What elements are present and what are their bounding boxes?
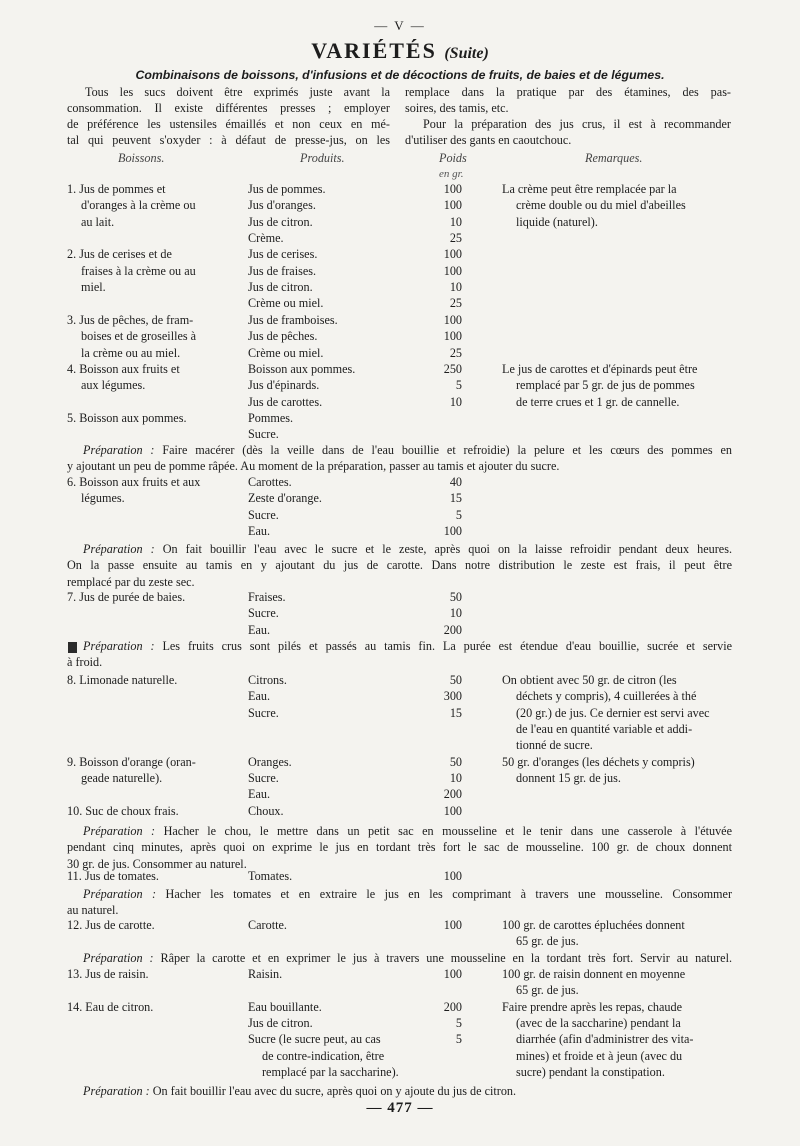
remarque-cell: La crème peut être remplacée par la	[502, 182, 677, 196]
intro-line: tal qui peuvent s'oxyder : à défaut de presse-jus, on les	[67, 133, 390, 147]
column-header-remarques: Remarques.	[585, 151, 643, 165]
poids-cell: 100	[443, 329, 462, 343]
remarque-cell: (avec de la saccharine) pendant la	[516, 1016, 681, 1030]
remarque-cell: tionné de sucre.	[516, 738, 593, 752]
produit-cell: Oranges.	[248, 755, 292, 769]
boisson-cell: 13. Jus de raisin.	[67, 967, 149, 981]
poids-cell: 200	[443, 1000, 462, 1014]
boisson-cell: boises et de groseilles à	[81, 329, 197, 343]
title-suffix: (Suite)	[444, 45, 489, 62]
produit-cell: Jus de citron.	[248, 1016, 313, 1030]
boisson-cell: geade naturelle).	[81, 771, 163, 785]
produit-cell: Crème ou miel.	[248, 346, 324, 360]
column-header-boissons: Boissons.	[118, 151, 165, 165]
preparation-text: à froid.	[67, 655, 103, 670]
title-text: VARIÉTÉS	[311, 38, 437, 63]
preparation-text: pendant cinq minutes, après quoi on exprime le jus en tordant très fort le sac de mousseline. 100 gr. de choux donnent	[67, 840, 732, 855]
preparation-text: Râper la carotte et en exprimer le jus à travers une mousseline en la tordant très fort. Servir au naturel.	[160, 951, 733, 965]
produit-cell: Jus de citron.	[248, 280, 313, 294]
produit-cell: Jus de carottes.	[248, 395, 323, 409]
poids-cell: 50	[449, 755, 462, 769]
poids-cell: 100	[443, 804, 462, 818]
poids-cell: 5	[455, 378, 462, 392]
page-number: — 477 —	[366, 1100, 434, 1116]
preparation-text: y ajoutant un peu de pomme râpée. Au moment de la préparation, passer au tamis et ajouter du sucre.	[67, 459, 560, 474]
poids-cell: 15	[449, 706, 462, 720]
preparation-text: 30 gr. de jus. Consommer au naturel.	[67, 856, 247, 871]
preparation-label: Préparation :	[83, 639, 155, 653]
boisson-cell: aux légumes.	[81, 378, 146, 392]
preparation-text: Faire macérer (dès la veille dans de l'eau bouillie et refroidie) la pelure et les cœurs des pommes en	[162, 443, 733, 457]
remarque-cell: On obtient avec 50 gr. de citron (les	[502, 673, 677, 687]
produit-cell: remplacé par la saccharine).	[262, 1065, 399, 1079]
produit-cell: Jus de citron.	[248, 215, 313, 229]
poids-cell: 25	[449, 296, 462, 310]
remarque-cell: 65 gr. de jus.	[516, 983, 579, 997]
poids-cell: 10	[449, 215, 462, 229]
produit-cell: Eau.	[248, 524, 270, 538]
remarque-cell: Faire prendre après les repas, chaude	[502, 1000, 683, 1014]
remarque-cell: crème double ou du miel d'abeilles	[516, 198, 686, 212]
poids-cell: 15	[449, 491, 462, 505]
remarque-cell: 100 gr. de raisin donnent en moyenne	[502, 967, 686, 981]
preparation-text: On fait bouillir l'eau avec du sucre, après quoi on y ajoute du jus de citron.	[152, 1084, 517, 1098]
poids-cell: 10	[449, 606, 462, 620]
produit-cell: Jus de fraises.	[248, 264, 317, 278]
preparation-text: remplacé par du zeste sec.	[67, 574, 195, 589]
produit-cell: Crème ou miel.	[248, 296, 324, 310]
poids-cell: 100	[443, 264, 462, 278]
poids-cell: 300	[443, 689, 462, 703]
boisson-cell: au lait.	[81, 215, 115, 229]
poids-cell: 250	[443, 362, 462, 376]
preparation-10	[67, 823, 732, 872]
intro-line: consommation. Il existe différentes presses ; employer	[67, 101, 390, 115]
boisson-cell: 11. Jus de tomates.	[67, 869, 159, 883]
preparation-14	[67, 1083, 732, 1099]
preparation-5	[67, 442, 732, 475]
produit-cell: Sucre.	[248, 508, 279, 522]
intro-left-column	[67, 84, 390, 148]
poids-cell: 40	[449, 475, 462, 489]
preparation-text: On la passe ensuite au tamis en y ajoutant du jus de carotte. Dans notre distribution le zeste est frais, il peut être	[67, 558, 732, 573]
remarque-cell: 50 gr. d'oranges (les déchets y compris)	[502, 755, 695, 769]
poids-cell: 100	[443, 869, 462, 883]
preparation-text: Hacher le chou, le mettre dans un petit sac en mousseline et le tenir dans une casserole à l'étuvée	[163, 824, 732, 838]
boisson-cell: 12. Jus de carotte.	[67, 918, 155, 932]
produit-cell: de contre-indication, être	[262, 1049, 385, 1063]
produit-cell: Jus de pêches.	[248, 329, 318, 343]
intro-line: Pour la préparation des jus crus, il est à recommander	[423, 117, 731, 131]
produit-cell: Choux.	[248, 804, 284, 818]
produit-cell: Sucre.	[248, 606, 279, 620]
preparation-11	[67, 886, 732, 919]
preparation-label: Préparation :	[83, 443, 155, 457]
boisson-cell: fraises à la crème ou au	[81, 264, 196, 278]
remarque-cell: de terre crues et 1 gr. de cannelle.	[516, 395, 680, 409]
remarque-cell: remplacé par 5 gr. de jus de pommes	[516, 378, 695, 392]
remarque-cell: mines) et froide et à jeun (avec du	[516, 1049, 683, 1063]
preparation-label: Préparation :	[83, 887, 157, 901]
preparation-6	[67, 541, 732, 590]
remarque-cell: sucre) pendant la constipation.	[516, 1065, 665, 1079]
produit-cell: Pommes.	[248, 411, 294, 425]
produit-cell: Eau.	[248, 623, 270, 637]
poids-cell: 100	[443, 313, 462, 327]
produit-cell: Jus d'oranges.	[248, 198, 316, 212]
column-header-produits: Produits.	[300, 151, 345, 165]
poids-cell: 50	[449, 590, 462, 604]
boisson-cell: d'oranges à la crème ou	[81, 198, 196, 212]
produit-cell: Zeste d'orange.	[248, 491, 322, 505]
poids-cell: 200	[443, 623, 462, 637]
produit-cell: Sucre.	[248, 427, 279, 441]
page-subtitle: Combinaisons de boissons, d'infusions et de décoctions de fruits, de baies et de légumes.	[135, 68, 665, 82]
intro-line: Tous les sucs doivent être exprimés juste avant la	[85, 85, 390, 99]
poids-cell: 10	[449, 280, 462, 294]
column-header-poids: Poids	[439, 151, 467, 165]
preparation-text: Hacher les tomates et en extraire le jus en les comprimant à travers une mousseline. Consommer	[165, 887, 733, 901]
remarque-cell: donnent 15 gr. de jus.	[516, 771, 621, 785]
poids-cell: 10	[449, 395, 462, 409]
boisson-cell: 5. Boisson aux pommes.	[67, 411, 187, 425]
intro-line: remplace dans la pratique par des étamines, des pas-	[405, 85, 731, 99]
boisson-cell: 10. Suc de choux frais.	[67, 804, 179, 818]
boisson-cell: 4. Boisson aux fruits et	[67, 362, 180, 376]
boisson-cell: 8. Limonade naturelle.	[67, 673, 178, 687]
boisson-cell: 1. Jus de pommes et	[67, 182, 166, 196]
poids-cell: 5	[455, 1016, 462, 1030]
boisson-cell: miel.	[81, 280, 106, 294]
boisson-cell: 3. Jus de pêches, de fram-	[67, 313, 194, 327]
poids-cell: 50	[449, 673, 462, 687]
remarque-cell: 65 gr. de jus.	[516, 934, 579, 948]
preparation-label: Préparation :	[83, 1084, 150, 1098]
remarque-cell: Le jus de carottes et d'épinards peut être	[502, 362, 698, 376]
poids-cell: 100	[443, 247, 462, 261]
produit-cell: Boisson aux pommes.	[248, 362, 356, 376]
section-number: — V —	[374, 18, 426, 33]
boisson-cell: 7. Jus de purée de baies.	[67, 590, 186, 604]
preparation-label: Préparation :	[83, 951, 154, 965]
poids-cell: 100	[443, 918, 462, 932]
preparation-12	[67, 950, 732, 966]
poids-cell: 5	[455, 1032, 462, 1046]
boisson-cell: 9. Boisson d'orange (oran-	[67, 755, 196, 769]
produit-cell: Jus de pommes.	[248, 182, 326, 196]
boisson-cell: 6. Boisson aux fruits et aux	[67, 475, 201, 489]
column-header-poids-unit: en gr.	[439, 168, 464, 180]
remarque-cell: 100 gr. de carottes épluchées donnent	[502, 918, 685, 932]
preparation-text: Les fruits crus sont pilés et passés au tamis fin. La purée est étendue d'eau bouillie, sucrée et servie	[162, 639, 732, 653]
produit-cell: Raisin.	[248, 967, 283, 981]
poids-cell: 5	[455, 508, 462, 522]
produit-cell: Jus de cerises.	[248, 247, 318, 261]
remarque-cell: diarrhée (afin d'administrer des vita-	[516, 1032, 694, 1046]
preparation-label: Préparation :	[83, 542, 155, 556]
produit-cell: Tomates.	[248, 869, 293, 883]
produit-cell: Eau.	[248, 787, 270, 801]
produit-cell: Carottes.	[248, 475, 292, 489]
boisson-cell: la crème ou au miel.	[81, 346, 181, 360]
poids-cell: 200	[443, 787, 462, 801]
boisson-cell: 2. Jus de cerises et de	[67, 247, 172, 261]
produit-cell: Eau bouillante.	[248, 1000, 322, 1014]
poids-cell: 100	[443, 182, 462, 196]
produit-cell: Fraises.	[248, 590, 286, 604]
poids-cell: 100	[443, 198, 462, 212]
page-title	[0, 38, 800, 64]
preparation-label: Préparation :	[83, 824, 156, 838]
preparation-text: On fait bouillir l'eau avec le sucre et le zeste, après quoi on la laisse refroidir pendant deux heures.	[162, 542, 733, 556]
produit-cell: Citrons.	[248, 673, 287, 687]
poids-cell: 10	[449, 771, 462, 785]
produit-cell: Sucre.	[248, 706, 279, 720]
produit-cell: Crème.	[248, 231, 284, 245]
remarque-cell: de l'eau en quantité variable et addi-	[516, 722, 693, 736]
produit-cell: Sucre (le sucre peut, au cas	[248, 1032, 381, 1046]
boisson-cell: 14. Eau de citron.	[67, 1000, 154, 1014]
intro-line: soires, des tamis, etc.	[405, 101, 509, 115]
preparation-text: au naturel.	[67, 903, 119, 918]
remarque-cell: (20 gr.) de jus. Ce dernier est servi avec	[516, 706, 710, 720]
intro-right-column	[405, 84, 731, 148]
poids-cell: 25	[449, 346, 462, 360]
poids-cell: 25	[449, 231, 462, 245]
intro-line: de préférence les ustensiles émaillés et non ceux en mé-	[67, 117, 390, 131]
boisson-cell: légumes.	[81, 491, 125, 505]
produit-cell: Eau.	[248, 689, 270, 703]
remarque-cell: déchets y compris), 4 cuillerées à thé	[516, 689, 697, 703]
poids-cell: 100	[443, 524, 462, 538]
intro-line: d'utiliser des gants en caoutchouc.	[405, 133, 572, 147]
remarque-cell: liquide (naturel).	[516, 215, 598, 229]
preparation-7	[67, 638, 732, 671]
produit-cell: Sucre.	[248, 771, 279, 785]
poids-cell: 100	[443, 967, 462, 981]
produit-cell: Carotte.	[248, 918, 287, 932]
produit-cell: Jus de framboises.	[248, 313, 338, 327]
produit-cell: Jus d'épinards.	[248, 378, 320, 392]
